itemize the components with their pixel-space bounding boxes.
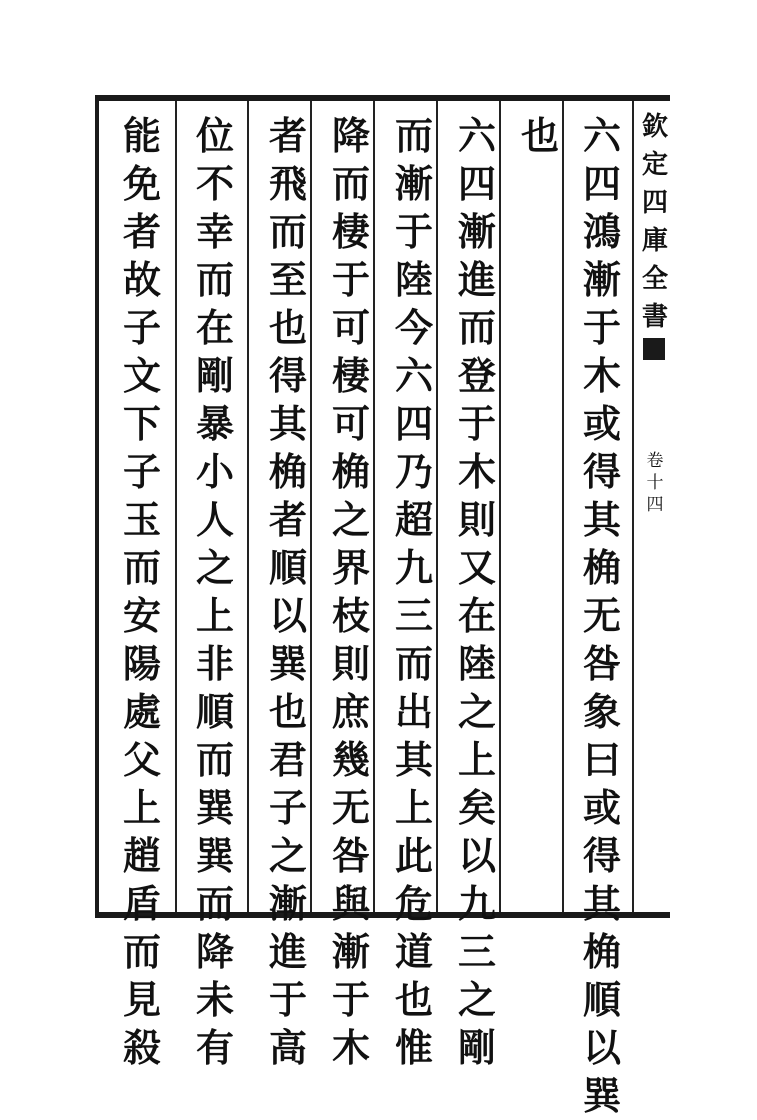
text-column-5: 降 而 棲 于 可 棲 可 桷 之 界 枝 則 庶 幾 无 咎 與 漸 于 木 [331,113,370,1070]
text-column-3: 六 四 漸 進 而 登 于 木 則 又 在 陸 之 上 矣 以 九 三 之 剛 [457,113,496,1070]
text-column-2: 也 [520,113,559,158]
margin-title: 欽 定 四 庫 全 書 [641,112,668,332]
margin-volume-label: 卷 十 四 [646,451,664,515]
text-column-7: 位 不 幸 而 在 剛 暴 小 人 之 上 非 順 而 巽 巽 而 降 未 有 [195,113,234,1070]
text-column-4: 而 漸 于 陸 今 六 四 乃 超 九 三 而 出 其 上 此 危 道 也 惟 [394,113,433,1070]
column-rule [247,101,249,912]
column-rule [632,101,634,912]
column-rule [175,101,177,912]
text-column-1: 六 四 鴻 漸 于 木 或 得 其 桷 无 咎 象 曰 或 得 其 桷 順 以 巽 [582,113,621,1118]
text-column-8: 能 免 者 故 子 文 下 子 玉 而 安 陽 處 父 上 趙 盾 而 見 殺 [122,113,161,1070]
column-rule [562,101,564,912]
margin-black-block [643,338,665,360]
text-column-6: 者 飛 而 至 也 得 其 桷 者 順 以 巽 也 君 子 之 漸 進 于 高 [268,113,307,1070]
